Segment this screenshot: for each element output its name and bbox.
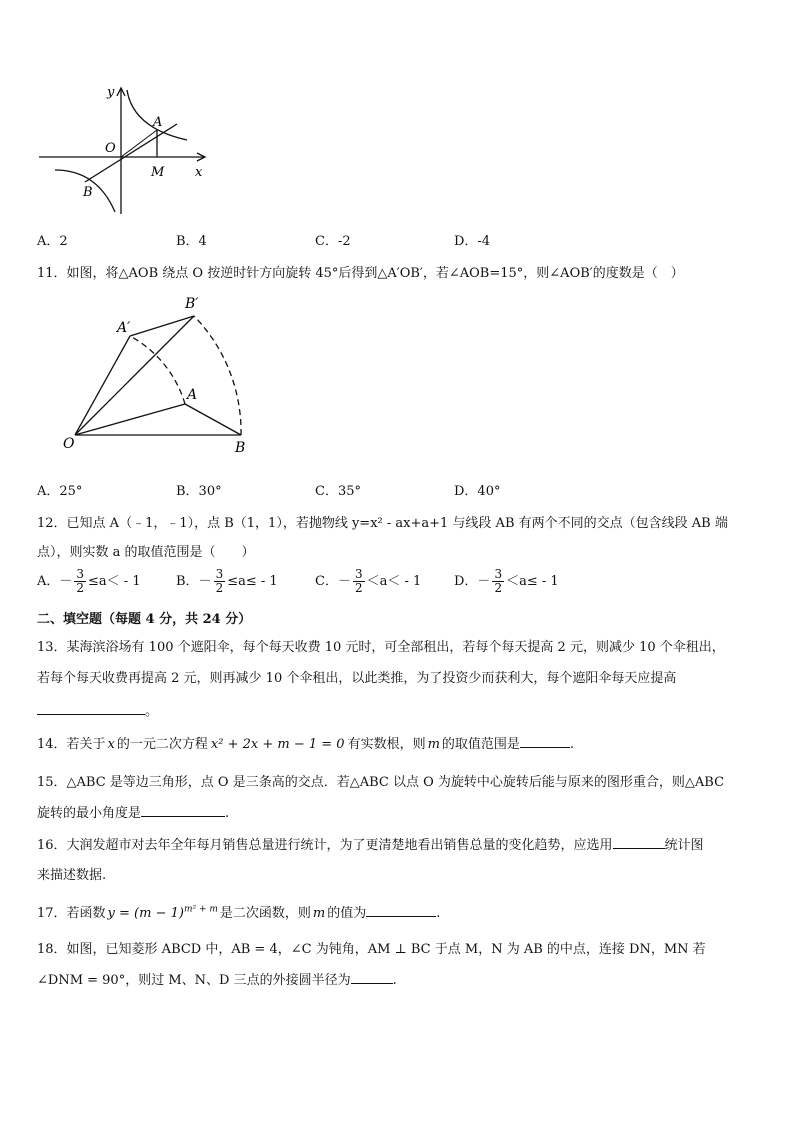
q11-option-a: A．25° — [37, 484, 83, 499]
q14-before: 14．若关于 — [37, 737, 106, 752]
q11-option-c: C．35° — [315, 484, 361, 499]
q10-option-a: A．2 — [37, 234, 68, 249]
q10-option-d: D．-4 — [454, 234, 491, 249]
q15-end: . — [225, 806, 230, 821]
q10-label-a: A — [153, 115, 163, 130]
q18-end: . — [392, 973, 397, 988]
q12-option-d-rest: ＜a≤ - 1 — [506, 574, 559, 589]
q17-var-m: m — [312, 906, 326, 921]
q10-figure — [37, 82, 217, 218]
q12-option-b-rest: ≤a≤ - 1 — [227, 574, 278, 589]
q14-after2: 的取值范围是 — [441, 737, 520, 752]
q10-option-c: C．-2 — [315, 234, 351, 249]
q14-equation: x² + 2x + m − 1 = 0 — [210, 737, 345, 752]
q17-after2: 的值为 — [327, 906, 367, 921]
q10-label-x: x — [195, 165, 203, 180]
q18-line2 — [37, 969, 397, 988]
q14-end: . — [569, 737, 575, 752]
q14-after: 有实数根，则 — [347, 737, 426, 752]
q11-label-b: B — [235, 440, 246, 456]
q12-option-d-num: 3 — [494, 567, 503, 581]
q11-option-d: D．40° — [454, 484, 501, 499]
q13-answer-blank[interactable] — [37, 701, 145, 715]
q10-label-y: y — [107, 85, 115, 100]
section-heading: 二、填空题（每题 4 分，共 24 分） — [37, 612, 252, 627]
q12-option-b-num: 3 — [215, 567, 224, 581]
q15-line2-text: 旋转的最小角度是 — [37, 806, 142, 821]
q12-option-c-den: 2 — [354, 581, 363, 595]
q12-option-a-num: 3 — [76, 567, 85, 581]
q12-option-d-fraction — [492, 568, 504, 595]
q11-label-a: A — [187, 387, 198, 403]
q10-label-o: O — [105, 141, 116, 156]
q10-option-b: B．4 — [176, 234, 207, 249]
q17-exponent: m² + m — [183, 904, 218, 915]
q15-answer-blank[interactable] — [141, 803, 225, 817]
q12-option-d-den: 2 — [494, 581, 503, 595]
q16-line1 — [37, 834, 704, 853]
q12-option-c — [315, 568, 421, 595]
q12-option-a-rest: ≤a＜ - 1 — [88, 574, 141, 589]
q14-var-x: x — [107, 737, 115, 752]
q14-line — [37, 733, 574, 752]
q16-line1-text: 16．大润发超市对去年全年每月销售总量进行统计，为了更清楚地看出销售总量的变化趋势，应选用 — [37, 838, 613, 853]
q11-figure — [55, 292, 275, 467]
q18-line1: 18．如图，已知菱形 ABCD 中，AB = 4，∠C 为钝角，AM ⊥ BC 于点 M，N 为 AB 的中点，连接 DN，MN 若 — [37, 942, 706, 957]
q12-option-c-label: C．－ — [315, 574, 351, 589]
q17-after: 是二次函数，则 — [219, 906, 311, 921]
q15-line1: 15．△ABC 是等边三角形，点 O 是三条高的交点．若△ABC 以点 O 为旋转中心旋转后能与原来的图形重合，则△ABC — [37, 775, 725, 790]
q11-stem: 11．如图，将△AOB 绕点 O 按逆时针方向旋转 45°后得到△A′OB′，若∠AOB=15°，则∠AOB′的度数是（ ） — [37, 266, 684, 281]
q14-middle: 的一元二次方程 — [116, 737, 208, 752]
q11-label-a-prime: A′ — [117, 320, 131, 336]
q12-option-a-label: A．－ — [37, 574, 73, 589]
q12-line1: 12．已知点 A（﹣1，﹣1），点 B（1，1），若抛物线 y=x² - ax+a+1 与线段 AB 有两个不同的交点（包含线段 AB 端 — [37, 516, 728, 531]
q12-option-c-fraction — [353, 568, 365, 595]
q17-answer-blank[interactable] — [366, 903, 436, 917]
q12-option-c-num: 3 — [354, 567, 363, 581]
q14-answer-blank[interactable] — [520, 734, 570, 748]
q13-line2: 若每个每天收费再提高 2 元，则再减少 10 个伞租出，以此类推，为了投资少而获利大，每个遮阳伞每天应提高 — [37, 671, 677, 686]
q12-option-a — [37, 568, 141, 595]
q12-option-b — [176, 568, 278, 595]
q11-label-b-prime: B′ — [185, 296, 199, 312]
q12-option-b-label: B．－ — [176, 574, 212, 589]
q17-end: . — [436, 906, 441, 921]
q18-line2-text: ∠DNM = 90°，则过 M、N、D 三点的外接圆半径为 — [37, 973, 351, 988]
q11-label-o: O — [63, 436, 75, 452]
q13-end: 。 — [145, 704, 159, 719]
q12-option-d — [454, 568, 559, 595]
q12-option-a-den: 2 — [76, 581, 85, 595]
q13-line3 — [37, 700, 158, 719]
q17-before: 17．若函数 — [37, 906, 106, 921]
q16-answer-blank[interactable] — [613, 835, 665, 849]
q11-option-b: B．30° — [176, 484, 222, 499]
q18-answer-blank[interactable] — [351, 970, 393, 984]
q17-line — [37, 902, 440, 921]
q14-var-m: m — [427, 737, 440, 752]
q16-line2: 来描述数据. — [37, 868, 107, 883]
q12-option-a-fraction — [74, 568, 86, 595]
q12-line2: 点），则实数 a 的取值范围是（ ） — [37, 545, 255, 560]
q17-function: y = (m − 1) — [107, 906, 184, 921]
q12-option-b-den: 2 — [215, 581, 224, 595]
q10-label-b: B — [83, 185, 93, 200]
q16-line1-end: 统计图 — [664, 838, 704, 853]
q12-option-b-fraction — [214, 568, 226, 595]
q12-option-d-label: D．－ — [454, 574, 491, 589]
q12-option-c-rest: ＜a＜ - 1 — [366, 574, 422, 589]
q10-label-m: M — [151, 165, 165, 180]
q13-line1: 13．某海滨浴场有 100 个遮阳伞，每个每天收费 10 元时，可全部租出，若每个每天提高 2 元，则减少 10 个伞租出， — [37, 640, 725, 655]
q15-line2 — [37, 802, 229, 821]
